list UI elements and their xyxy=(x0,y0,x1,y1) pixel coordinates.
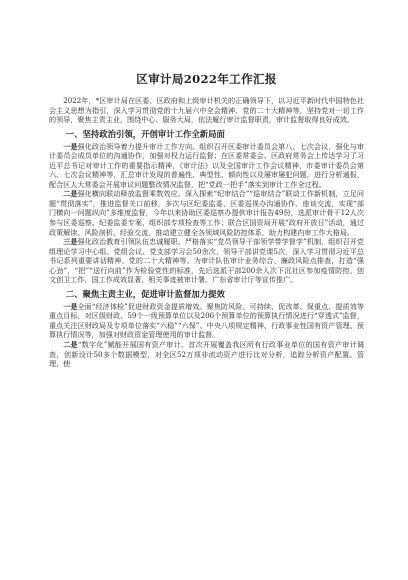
paragraph-lead: 三是 xyxy=(63,237,78,247)
section-1-paragraph-3 xyxy=(49,237,364,285)
section-1-paragraph-1 xyxy=(49,142,364,190)
paragraph-lead: 一是 xyxy=(63,141,78,151)
paragraph-lead: 一是 xyxy=(63,301,78,311)
paragraph-text: 强化政治教育引领队伍忠诚履职。严格落实“党员领导干部领学带学督学”机制，组织召开党组理论学习中心组、党组会议、党支部学习会50余次，领导干部讲党课5次，深入学习贯彻习近平总书记系列重要讲话精神、党的二十大精神等。为审计队伍审计业务综合、廉政风险点排查，打造“强心劲”，“把”“送行向前”作为检验党性的标准，先后选派干部200余人次下沉社区参加疫情防控、创文创卫工作，国工作成效显著，相关事迹被审计署、广东省审计厅等宣传推广。 xyxy=(49,237,364,285)
section-1-paragraph-2 xyxy=(49,189,364,237)
paragraph-text: 强化横向联动释放监督乘数效应。深入探索“纪审结合”“巡审结合”联动工作新机制，立足问题“贯彻落实”，推进监督关口前移，多次与区纪委监委、区委巡视办沟通协作、座谈交流，实现“部门横向一问题纵向”多维度监督，今年以来协助区委巡察办提供审计报告49份，选派审计骨干12人次参与区委巡察、纪委监委专案、组织部专项检查等工作；联合区国资局开展“政府开放日”活动，通过政策解读、风险剖析、经验交流，推动建立健全各领域风险防控体系，助力构建内审工作大格局。 xyxy=(49,189,364,237)
paragraph-text: 全面“经济体检”促进财政资金提质增效。聚焦防风险、可持续、促改革、保重点、提质效等重点目标，对区级财政、59个一级预算单位以及206个预算单位的预算执行情况进行“穿透式”监督，重点关注区财政局及专项单位落实“六稳”“六保”、中央八项规定精神、行政事业性国有资产管理、预算执行情况等，加强对财政资金管理使用的审计监督。 xyxy=(49,301,364,340)
section-2-paragraph-2 xyxy=(49,340,364,369)
paragraph-text: “数字化”赋能开展国有资产审计。首次开展覆盖我区所有行政事业单位的国有资产审计调查，创新设计50多个数据模型，对全区52万项非流动资产进行比对分析，追踪分析资产配置、管理、使 xyxy=(49,340,364,369)
paragraph-lead: 二是 xyxy=(63,340,78,350)
paragraph-text: 强化政治领导着力提升审计工作方向。组织召开区委审计委员会第八、七次会议，强化与审计委员会成员单位的沟通协作，加强对权力运行监督；在区委常委会、区政府常务会上传达学习了习近平总书记对审计工作的重要指示精神，《审计法》以及全国审计工作会议精神，市委审计委员会第六、七次会议精神等，汇总审计发现的普遍性、典型性、倾向性以及屡审屡犯问题，进行分析通报，配合区人大常委会开展审议问题整改情况监督，把“党政一把手”落实到审计工作全过程。 xyxy=(49,141,364,189)
section-2-heading: 二、聚焦主责主业，促进审计监督加力提效 xyxy=(65,288,225,299)
section-2-paragraph-1 xyxy=(49,302,364,340)
page-title: 区审计局2022年工作汇报 xyxy=(136,72,277,86)
paragraph-lead: 二是 xyxy=(63,189,78,199)
section-1-heading: 一、坚持政治引领，开创审计工作全新局面 xyxy=(65,128,225,139)
intro-paragraph: 2022年，*区审计局在区委、区政府和上级审计机关的正确领导下，以习近平新时代中国特色社会主义思想为指引，深入学习贯彻党的十九届六中全会精神、党的二十大精神等，坚持党对一切工作的领导，聚焦主责主业，围绕中心、服务大局，依法履行审计监督职责，审计监督取得良好成效。 xyxy=(49,96,364,125)
